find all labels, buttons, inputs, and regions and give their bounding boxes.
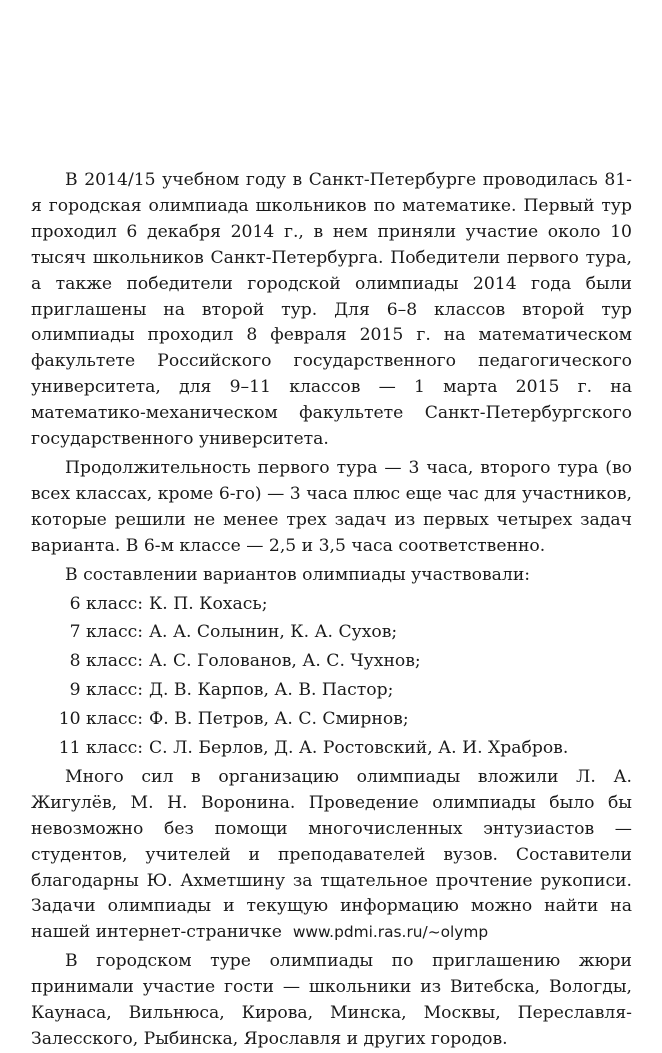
document-page [31,168,632,1053]
intro-paragraph: В 2014/15 учебном году в Санкт-Петербурге проводилась 81-я городская олимпиада школьников по математике. Первый тур проходил 6 декабря 2014 г., в нем приняли участие около 10 тысяч школьников Санкт-Петербурга. Победители первого тура, а также победители городской олимпиады 2014 года были приглашены на второй тур. Для 6–8 классов второй тур олимпиады проходил 8 февраля 2015 г. на математическом факультете Российского государственного педагогического университета, для 9–11 классов — 1 марта 2015 г. на математико-механическом факультете Санкт-Петербургского государственного университета. [31,170,632,450]
list-item [31,707,632,733]
class-label: 8 класс: [69,651,143,672]
author-names: К. П. Кохась; [149,593,268,614]
authors-list [31,592,632,762]
class-label: 11 класс: [58,738,143,759]
list-item [31,592,632,618]
class-label: 7 класс: [69,622,143,643]
author-names: А. А. Солынин, К. А. Сухов; [149,622,398,643]
author-names: Д. В. Карпов, А. В. Пастор; [149,680,394,701]
thanks-paragraph [31,765,632,946]
class-label: 6 класс: [69,593,143,614]
author-names: Ф. В. Петров, А. С. Смирнов; [149,709,409,730]
thanks-text: Много сил в организацию олимпиады вложили Л. А. Жигулёв, М. Н. Воронина. Проведение олимпиады было бы невозможно без помощи многочисленных энтузиастов — студентов, учителей и преподавателей вузов. Составители благодарны Ю. Ахметшину за тщательное прочтение рукописи. Задачи олимпиады и текущую информацию можно найти на нашей интернет-страничке [31,766,632,943]
author-names: С. Л. Берлов, Д. А. Ростовский, А. И. Храбров. [149,738,569,759]
class-label: 10 класс: [58,709,143,730]
website-link[interactable]: www.pdmi.ras.ru/~olymp [292,923,489,942]
guests-paragraph: В городском туре олимпиады по приглашению жюри принимали участие гости — школьники из Витебска, Вологды, Каунаса, Вильнюса, Кирова, Минска, Москвы, Переславля-Залесского, Рыбинска, Ярославля и других городов. [31,951,632,1049]
class-label: 9 класс: [69,680,143,701]
list-item [31,649,632,675]
authors-heading: В составлении вариантов олимпиады участвовали: [65,564,531,585]
duration-paragraph: Продолжительность первого тура — 3 часа, второго тура (во всех классах, кроме 6-го) — 3 часа плюс еще час для участников, которые решили не менее трех задач из первых четырех задач варианта. В 6-м классе — 2,5 и 3,5 часа соответственно. [31,457,632,556]
list-item [31,620,632,646]
author-names: А. С. Голованов, А. С. Чухнов; [149,651,421,672]
list-item [31,736,632,762]
list-item [31,678,632,704]
